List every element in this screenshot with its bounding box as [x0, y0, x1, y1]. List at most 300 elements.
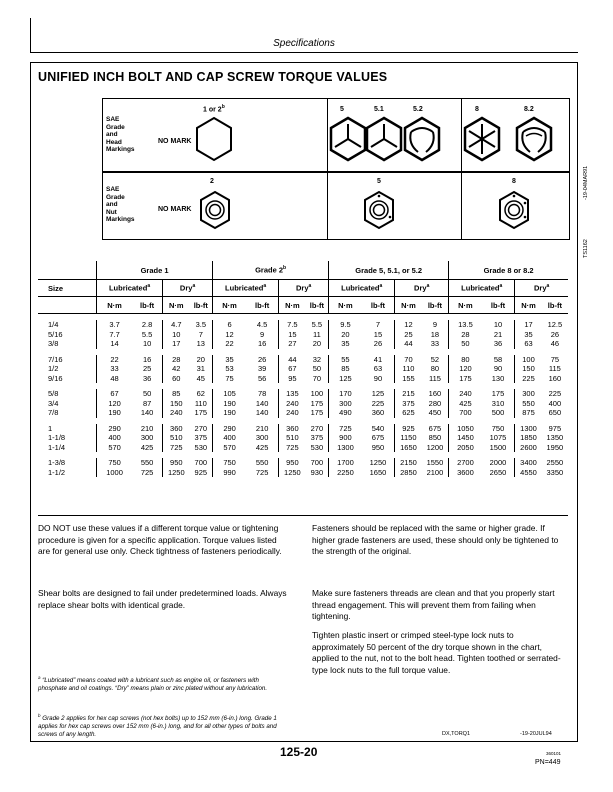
torque-cell: 950 — [279, 458, 306, 468]
no-mark-label-nut: NO MARK — [158, 206, 192, 213]
torque-cell: 36 — [493, 339, 503, 348]
nut-grade-label-8: 8 — [512, 178, 516, 185]
torque-cell: 11 — [312, 329, 321, 339]
grade-label-5-2: 5.2 — [413, 106, 423, 113]
torque-cell: 360 — [371, 408, 385, 417]
table-row — [38, 389, 568, 399]
torque-cell: 28 — [449, 330, 482, 340]
unit-nm-header: N·m — [329, 297, 362, 314]
torque-cell: 9.5 — [329, 320, 362, 330]
torque-cell: 120 — [449, 364, 482, 374]
torque-cell: 300 — [515, 389, 542, 399]
table-row — [38, 424, 568, 434]
table-row — [38, 320, 568, 330]
torque-cell: 50 — [312, 364, 322, 373]
torque-cell: 125 — [329, 374, 362, 384]
torque-cell: 310 — [491, 398, 505, 408]
torque-cell: 925 — [395, 424, 422, 434]
torque-cell: 17 — [163, 339, 190, 349]
torque-cell: 36 — [142, 373, 152, 383]
table-row — [38, 330, 568, 340]
torque-cell: 20 — [312, 339, 322, 348]
torque-cell: 1450 — [449, 433, 482, 443]
torque-cell: 530 — [194, 442, 208, 452]
torque-cell: 530 — [310, 442, 324, 452]
torque-cell: 46 — [550, 339, 560, 348]
grade-label-5: 5 — [340, 106, 344, 113]
torque-cell: 550 — [255, 458, 269, 467]
torque-cell: 7 — [198, 329, 203, 339]
torque-cell: 1350 — [546, 433, 564, 442]
torque-cell: 2850 — [395, 468, 422, 478]
torque-cell: 270 — [310, 423, 324, 433]
torque-cell: 80 — [449, 355, 482, 365]
torque-cell: 400 — [213, 433, 247, 443]
page-title: UNIFIED INCH BOLT AND CAP SCREW TORQUE VALUES — [38, 70, 388, 84]
torque-cell: 570 — [213, 443, 247, 453]
torque-cell: 1050 — [449, 424, 482, 434]
torque-cell: 10 — [493, 320, 503, 329]
torque-cell: 155 — [395, 374, 422, 384]
torque-cell: 26 — [550, 329, 560, 339]
torque-cell: 375 — [395, 399, 422, 409]
torque-cell: 6 — [213, 320, 247, 330]
size-header: Size — [38, 280, 97, 297]
grade-8-header: Grade 8 or 8.2 — [449, 261, 568, 280]
torque-cell: 12.5 — [547, 320, 563, 329]
torque-cell: 60 — [163, 374, 190, 384]
torque-cell: 930 — [310, 467, 324, 477]
torque-cell: 950 — [163, 458, 190, 468]
torque-cell: 675 — [428, 423, 442, 433]
torque-cell: 12 — [395, 320, 422, 330]
torque-cell: 20 — [329, 330, 362, 340]
torque-cell: 14 — [97, 339, 133, 349]
torque-cell: 1850 — [515, 433, 542, 443]
grade-2-header: Grade 2$^b$ — [213, 261, 329, 280]
grade-label-1-or-2: 1 or 2$^b$ — [203, 104, 225, 114]
lubricated-header-g5: Lubricated$^a$ — [329, 280, 395, 297]
torque-cell: 35 — [213, 355, 247, 365]
torque-cell: 875 — [515, 408, 542, 418]
torque-cell: 750 — [491, 423, 505, 433]
torque-cell: 725 — [329, 424, 362, 434]
torque-cell: 4550 — [515, 468, 542, 478]
torque-cell: 175 — [310, 398, 324, 408]
size-cell: 1-1/2 — [48, 467, 66, 477]
size-cell: 1-3/8 — [48, 458, 66, 467]
torque-cell: 70 — [312, 373, 322, 383]
size-cell: 3/4 — [48, 398, 59, 408]
torque-cell: 100 — [310, 389, 324, 398]
torque-cell: 225 — [548, 389, 562, 398]
hex-head-icon-grade-8 — [462, 116, 502, 162]
dry-header-g8: Dry$^a$ — [515, 280, 568, 297]
torque-cell: 90 — [493, 364, 503, 373]
unit-nm-header: N·m — [395, 297, 422, 314]
size-cell: 1-1/4 — [48, 442, 66, 452]
torque-cell: 50 — [142, 389, 152, 398]
torque-cell: 9 — [260, 329, 265, 339]
torque-cell: 2000 — [489, 458, 507, 467]
torque-cell: 270 — [194, 423, 208, 433]
paragraph-replace-fasteners: Fasteners should be replaced with the same or higher grade. If higher grade fasteners are used, these should only be tightened to the strength of the original. — [312, 523, 559, 557]
torque-cell: 35 — [515, 330, 542, 340]
torque-cell: 3600 — [449, 468, 482, 478]
unit-lbft-header: lb-ft — [482, 297, 515, 314]
torque-cell: 1300 — [515, 424, 542, 434]
torque-cell: 750 — [213, 458, 247, 468]
torque-cell: 425 — [255, 442, 269, 452]
torque-cell: 375 — [194, 433, 208, 442]
torque-cell: 240 — [163, 408, 190, 418]
unit-nm-header: N·m — [515, 297, 542, 314]
torque-cell: 22 — [97, 355, 133, 365]
torque-cell: 140 — [255, 408, 269, 417]
torque-cell: 55 — [329, 355, 362, 365]
torque-cell: 135 — [279, 389, 306, 399]
table-row — [38, 468, 568, 478]
page-number: 125-20 — [280, 745, 318, 759]
torque-cell: 3400 — [515, 458, 542, 468]
torque-cell: 500 — [491, 408, 505, 417]
torque-cell: 725 — [140, 467, 154, 477]
torque-cell: 725 — [255, 467, 269, 477]
grade-label-5-1: 5.1 — [374, 106, 384, 113]
torque-cell: 44 — [395, 339, 422, 349]
torque-cell: 3.7 — [97, 320, 133, 330]
torque-cell: 27 — [279, 339, 306, 349]
unit-nm-header: N·m — [279, 297, 306, 314]
torque-cell: 56 — [257, 373, 267, 383]
size-cell: 7/16 — [48, 354, 63, 364]
unit-lbft-header: lb-ft — [362, 297, 395, 314]
dry-header-g2: Dry$^a$ — [279, 280, 329, 297]
hex-head-icon-grade-8-2 — [514, 116, 554, 162]
torque-cell: 3350 — [546, 467, 564, 477]
torque-cell: 41 — [373, 354, 383, 364]
torque-cell: 58 — [493, 354, 503, 364]
torque-cell: 290 — [213, 424, 247, 434]
unit-lbft-header: lb-ft — [306, 297, 329, 314]
torque-cell: 12 — [213, 330, 247, 340]
size-cell: 1-1/8 — [48, 433, 66, 442]
torque-cell: 32 — [312, 354, 322, 364]
torque-cell: 18 — [430, 329, 440, 339]
torque-cell: 675 — [371, 433, 385, 442]
hex-head-icon-grade-1-2 — [194, 116, 234, 162]
torque-cell: 175 — [491, 389, 505, 398]
torque-cell: 42 — [163, 364, 190, 374]
torque-cell: 190 — [213, 399, 247, 409]
torque-cell: 3.5 — [195, 320, 207, 329]
torque-cell: 360 — [163, 424, 190, 434]
unit-lbft-header: lb-ft — [190, 297, 213, 314]
torque-cell: 125 — [371, 389, 385, 398]
torque-cell: 7.5 — [279, 320, 306, 330]
torque-cell: 990 — [213, 468, 247, 478]
torque-cell: 240 — [279, 408, 306, 418]
torque-cell: 21 — [493, 329, 503, 339]
torque-cell: 540 — [371, 423, 385, 433]
unit-lbft-header: lb-ft — [542, 297, 568, 314]
torque-cell: 490 — [329, 408, 362, 418]
torque-cell: 16 — [142, 354, 152, 364]
torque-cell: 85 — [163, 389, 190, 399]
torque-cell: 375 — [310, 433, 324, 442]
torque-cell: 300 — [255, 433, 269, 442]
torque-cell: 300 — [140, 433, 154, 442]
torque-cell: 26 — [373, 339, 383, 348]
torque-cell: 550 — [515, 399, 542, 409]
paragraph-do-not-use: DO NOT use these values if a different torque value or tightening procedure is given for a specific application. Torque values listed are for general use only. Check tightness of fasteners periodically. — [38, 523, 282, 557]
torque-cell: 13.5 — [449, 320, 482, 330]
table-row — [38, 355, 568, 365]
table-bottom-rule — [38, 515, 568, 516]
torque-cell: 190 — [97, 408, 133, 418]
grade-label-8: 8 — [475, 106, 479, 113]
torque-cell: 5.5 — [311, 320, 323, 329]
torque-cell: 210 — [140, 423, 154, 433]
torque-cell: 425 — [449, 399, 482, 409]
torque-cell: 115 — [548, 364, 561, 373]
torque-cell: 925 — [194, 467, 208, 477]
torque-cell: 210 — [255, 423, 269, 433]
hex-nut-icon-grade-5 — [362, 190, 396, 230]
size-cell: 3/8 — [48, 339, 59, 348]
torque-cell: 44 — [279, 355, 306, 365]
torque-cell: 700 — [194, 458, 208, 467]
torque-cell: 2550 — [546, 458, 564, 467]
torque-cell: 900 — [329, 433, 362, 443]
torque-table — [38, 261, 568, 477]
torque-cell: 53 — [213, 364, 247, 374]
table-row — [38, 433, 568, 443]
doc-code: DX,TORQ1 — [442, 731, 471, 737]
torque-cell: 1950 — [546, 442, 564, 452]
section-header: Specifications — [273, 38, 335, 49]
lubricated-header-g8: Lubricated$^a$ — [449, 280, 515, 297]
footnote-a: $^a$ “Lubricated” means coated with a lubricant such as engine oil, or fasteners with phosphate and oil coatings. “Dry” means plain or zinc plated without any lubrication. — [38, 675, 268, 693]
torque-cell: 25 — [395, 330, 422, 340]
torque-cell: 150 — [163, 399, 190, 409]
torque-cell: 1650 — [369, 467, 387, 477]
torque-cell: 87 — [142, 398, 152, 408]
torque-cell: 1000 — [97, 468, 133, 478]
torque-cell: 80 — [430, 364, 440, 373]
torque-cell: 725 — [163, 443, 190, 453]
size-cell: 5/16 — [48, 329, 63, 339]
torque-cell: 67 — [279, 364, 306, 374]
torque-cell: 63 — [515, 339, 542, 349]
torque-cell: 215 — [395, 389, 422, 399]
unit-lbft-header: lb-ft — [246, 297, 279, 314]
torque-cell: 7 — [375, 320, 381, 329]
unit-nm-header: N·m — [163, 297, 190, 314]
torque-cell: 725 — [279, 443, 306, 453]
torque-cell: 5.5 — [141, 329, 153, 339]
torque-cell: 48 — [97, 374, 133, 384]
hex-head-icon-grade-5-2 — [402, 116, 442, 162]
table-row — [38, 364, 568, 374]
small-number: 360101 — [546, 751, 562, 756]
lubricated-header-g1: Lubricated$^a$ — [97, 280, 163, 297]
unit-lbft-header: lb-ft — [132, 297, 162, 314]
torque-cell: 2700 — [449, 458, 482, 468]
torque-cell: 510 — [279, 433, 306, 443]
torque-cell: 52 — [430, 354, 440, 364]
torque-cell: 75 — [550, 354, 560, 364]
torque-cell: 2.8 — [141, 320, 153, 329]
torque-cell: 175 — [194, 408, 208, 417]
torque-cell: 700 — [449, 408, 482, 418]
table-row — [38, 408, 568, 418]
torque-cell: 190 — [213, 408, 247, 418]
torque-cell: 1700 — [329, 458, 362, 468]
torque-cell: 17 — [515, 320, 542, 330]
torque-cell: 90 — [373, 373, 383, 383]
torque-cell: 62 — [196, 389, 205, 398]
torque-cell: 50 — [449, 339, 482, 349]
torque-cell: 2650 — [489, 467, 507, 477]
torque-cell: 175 — [310, 408, 324, 417]
torque-cell: 225 — [515, 374, 542, 384]
torque-cell: 31 — [196, 364, 205, 373]
dry-header-g5: Dry$^a$ — [395, 280, 449, 297]
grade-5-header: Grade 5, 5.1, or 5.2 — [329, 261, 449, 280]
torque-cell: 300 — [329, 399, 362, 409]
figure-id-code: TS1162 — [583, 239, 589, 258]
grade-markings-diagram — [102, 98, 570, 240]
torque-cell: 2100 — [426, 467, 444, 477]
torque-cell: 95 — [279, 374, 306, 384]
torque-cell: 160 — [548, 373, 562, 383]
table-row — [38, 374, 568, 384]
torque-cell: 140 — [255, 398, 269, 408]
torque-cell: 2600 — [515, 443, 542, 453]
torque-cell: 120 — [97, 399, 133, 409]
unit-lbft-header: lb-ft — [422, 297, 449, 314]
paragraph-lock-nuts: Tighten plastic insert or crimped steel-type lock nuts to approximately 50 percent of the dry torque shown in the chart, applied to the nut, not to the bolt head. Tighten toothed or serrated-type lock nuts to the full torque value. — [312, 630, 561, 675]
torque-cell: 975 — [548, 423, 562, 433]
paragraph-shear-bolts: Shear bolts are designed to fail under predetermined loads. Always replace shear bolts with identical grade. — [38, 588, 287, 610]
torque-cell: 2250 — [329, 468, 362, 478]
doc-date: -19-20JUL94 — [520, 731, 552, 737]
table-row — [38, 399, 568, 409]
header-rule — [30, 52, 578, 53]
hex-head-icon-grade-5-1 — [364, 116, 404, 162]
torque-cell: 140 — [140, 408, 154, 417]
torque-cell: 150 — [515, 364, 542, 374]
torque-cell: 700 — [310, 458, 324, 467]
torque-cell: 63 — [373, 364, 383, 373]
unit-nm-header: N·m — [213, 297, 247, 314]
size-cell: 7/8 — [48, 408, 59, 417]
unit-nm-header: N·m — [97, 297, 133, 314]
torque-cell: 110 — [395, 364, 422, 374]
torque-cell: 4.5 — [256, 320, 268, 329]
torque-cell: 22 — [213, 339, 247, 349]
torque-cell: 225 — [371, 398, 385, 408]
torque-cell: 450 — [428, 408, 442, 417]
torque-cell: 85 — [329, 364, 362, 374]
torque-cell: 950 — [371, 442, 385, 452]
torque-cell: 400 — [97, 433, 133, 443]
nut-grade-label-2: 2 — [210, 178, 214, 185]
torque-cell: 170 — [329, 389, 362, 399]
torque-cell: 4.7 — [163, 320, 190, 330]
table-row — [38, 443, 568, 453]
torque-cell: 16 — [257, 339, 267, 348]
size-cell: 5/8 — [48, 389, 59, 398]
lubricated-header-g2: Lubricated$^a$ — [213, 280, 279, 297]
nut-markings-label: SAE Grade and Nut Markings — [106, 186, 135, 223]
unit-nm-header: N·m — [449, 297, 482, 314]
torque-cell: 625 — [395, 408, 422, 418]
torque-cell: 1200 — [426, 442, 444, 452]
torque-cell: 10 — [142, 339, 152, 348]
hex-head-icon-grade-5 — [328, 116, 368, 162]
torque-cell: 1500 — [489, 442, 507, 452]
torque-cell: 9 — [432, 320, 438, 329]
torque-cell: 400 — [548, 398, 562, 408]
size-cell: 9/16 — [48, 373, 63, 383]
dry-header-g1: Dry$^a$ — [163, 280, 213, 297]
torque-cell: 130 — [491, 373, 505, 383]
torque-cell: 105 — [213, 389, 247, 399]
torque-cell: 1075 — [489, 433, 507, 442]
torque-cell: 750 — [97, 458, 133, 468]
torque-cell: 1550 — [426, 458, 444, 467]
torque-cell: 26 — [257, 354, 267, 364]
head-markings-label: SAE Grade and Head Markings — [106, 116, 135, 153]
torque-cell: 1650 — [395, 443, 422, 453]
torque-cell: 1250 — [279, 468, 306, 478]
hex-nut-icon-grade-8 — [497, 190, 531, 230]
torque-cell: 550 — [140, 458, 154, 467]
torque-cell: 78 — [257, 389, 267, 398]
torque-cell: 1300 — [329, 443, 362, 453]
size-cell: 1/4 — [48, 320, 59, 329]
torque-cell: 160 — [428, 389, 442, 398]
grade-label-8-2: 8.2 — [524, 106, 534, 113]
torque-cell: 110 — [194, 398, 207, 408]
torque-cell: 35 — [329, 339, 362, 349]
torque-cell: 100 — [515, 355, 542, 365]
figure-side-code: -19-04MAR91 — [583, 165, 589, 200]
torque-cell: 10 — [163, 330, 190, 340]
torque-cell: 39 — [257, 364, 267, 373]
grade-1-header: Grade 1 — [97, 261, 213, 280]
torque-cell: 28 — [163, 355, 190, 365]
hex-nut-icon-grade-2 — [198, 190, 232, 230]
torque-cell: 2150 — [395, 458, 422, 468]
torque-cell: 425 — [140, 442, 154, 452]
torque-cell: 45 — [196, 373, 205, 383]
torque-cell: 70 — [395, 355, 422, 365]
torque-cell: 650 — [548, 408, 562, 417]
footnote-b: $^b$ Grade 2 applies for hex cap screws (not hex bolts) up to 152 mm (6-in.) long. Grade 1 applies for hex cap screws over 152 mm (6-in.) long, and for all other types of bolts and screws of any length. — [38, 713, 277, 739]
torque-cell: 2050 — [449, 443, 482, 453]
torque-cell: 7.7 — [97, 330, 133, 340]
nut-grade-label-5: 5 — [377, 178, 381, 185]
torque-cell: 15 — [373, 329, 383, 339]
torque-cell: 25 — [142, 364, 152, 373]
torque-cell: 115 — [428, 373, 441, 383]
size-cell: 1 — [48, 423, 53, 433]
torque-cell: 240 — [279, 399, 306, 409]
torque-cell: 1250 — [163, 468, 190, 478]
